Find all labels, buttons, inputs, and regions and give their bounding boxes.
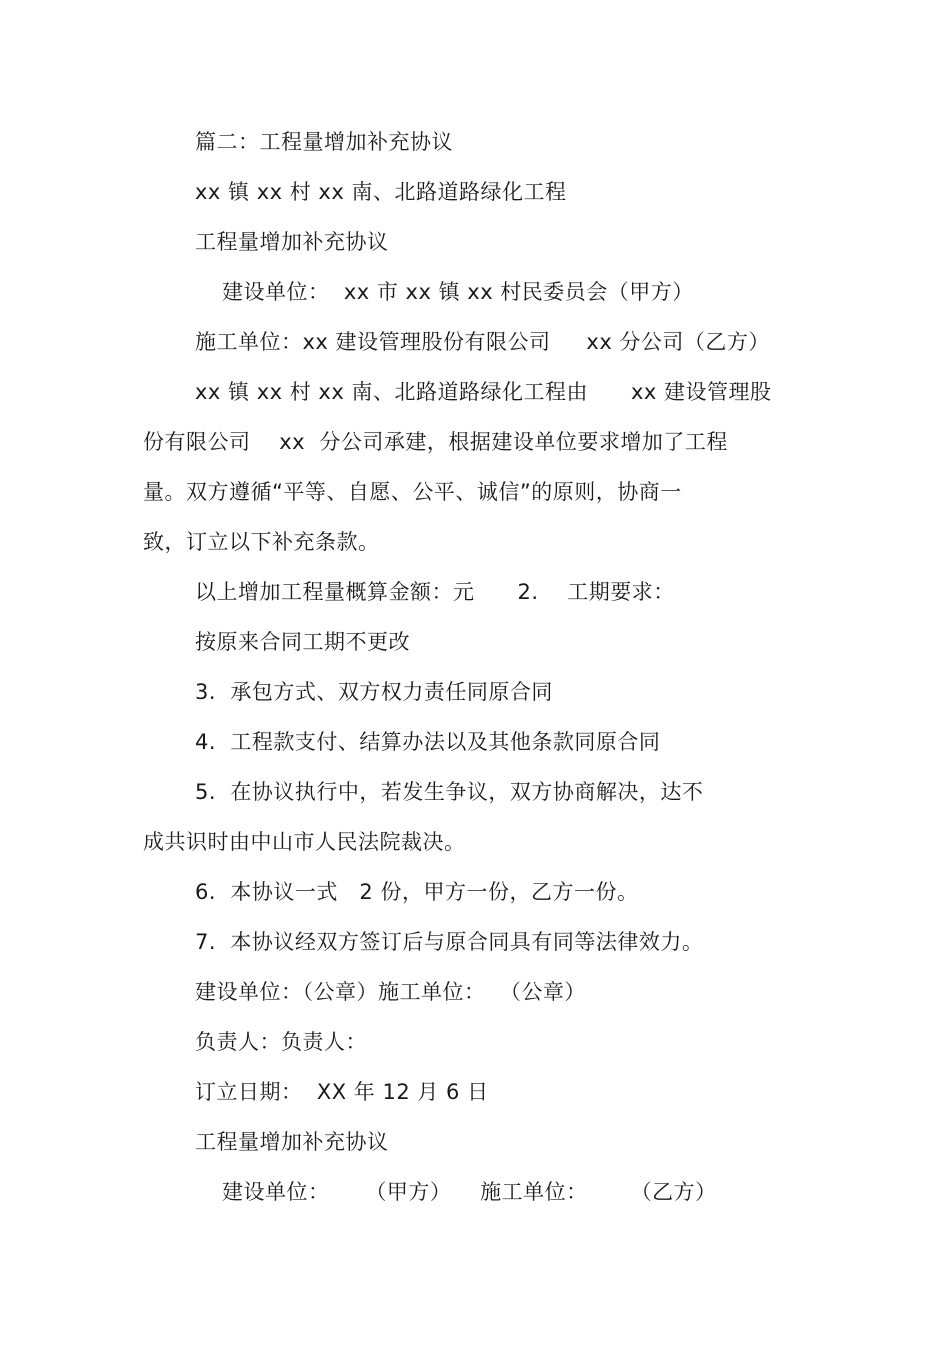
responsible-person-line: 负责人：负责人： [195,1030,367,1054]
clause-5: 5. 在协议执行中，若发生争议，双方协商解决，达不 [195,780,704,804]
seal-line: 建设单位：（公章）施工单位： （公章） [195,980,586,1004]
project-name: xx 镇 xx 村 xx 南、北路道路绿化工程 [195,180,567,204]
body-paragraph-line: 份有限公司 xx 分公司承建，根据建设单位要求增加了工程 [143,430,728,454]
party-b-line: 施工单位：xx 建设管理股份有限公司 xx 分公司（乙方） [195,330,770,354]
clause-5-continued: 成共识时由中山市人民法院裁决。 [143,830,466,854]
body-paragraph-line: 量。双方遵循“平等、自愿、公平、诚信”的原则，协商一 [143,480,682,504]
clause-4: 4. 工程款支付、结算办法以及其他条款同原合同 [195,730,661,754]
clause-3: 3. 承包方式、双方权力责任同原合同 [195,680,553,704]
clause-period-detail: 按原来合同工期不更改 [195,630,410,654]
parties-line-blank: 建设单位： （甲方） 施工单位： （乙方） [222,1180,717,1204]
clause-6: 6. 本协议一式 2 份，甲方一份，乙方一份。 [195,880,639,904]
agreement-title: 工程量增加补充协议 [195,230,389,254]
clause-amount-and-period: 以上增加工程量概算金额：元 2. 工期要求： [195,580,675,604]
clause-7: 7. 本协议经双方签订后与原合同具有同等法律效力。 [195,930,704,954]
body-paragraph-line: 致，订立以下补充条款。 [143,530,380,554]
signing-date: 订立日期： XX 年 12 月 6 日 [195,1080,489,1104]
section-heading: 篇二：工程量增加补充协议 [195,130,453,154]
party-a-line: 建设单位： xx 市 xx 镇 xx 村民委员会（甲方） [222,280,694,304]
agreement-title-repeat: 工程量增加补充协议 [195,1130,389,1154]
body-paragraph-line: xx 镇 xx 村 xx 南、北路道路绿化工程由 xx 建设管理股 [195,380,772,404]
